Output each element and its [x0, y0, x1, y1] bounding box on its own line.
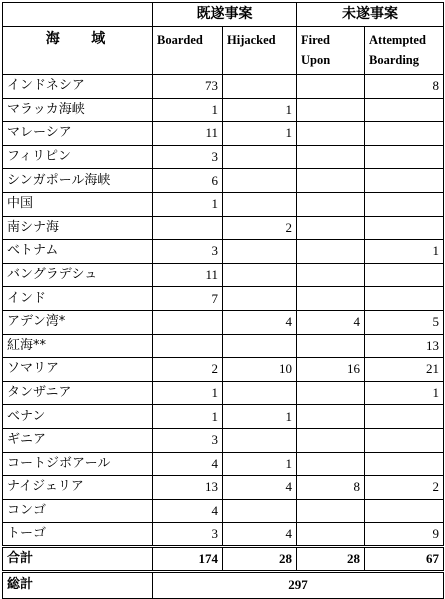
row-fired-upon-value [297, 98, 365, 122]
table-row [3, 216, 444, 240]
row-boarded-value: 3 [153, 145, 223, 169]
row-hijacked-value: 4 [223, 523, 297, 547]
row-boarded-value [153, 334, 223, 358]
row-fired-upon-value [297, 216, 365, 240]
table-row [3, 263, 444, 287]
row-boarded-value: 3 [153, 523, 223, 547]
row-fired-upon-value [297, 452, 365, 476]
row-hijacked-value [223, 240, 297, 264]
column-header-attempted-boarding [365, 27, 444, 75]
row-hijacked-value: 1 [223, 405, 297, 429]
row-boarded-value: 1 [153, 405, 223, 429]
row-hijacked-value [223, 334, 297, 358]
row-area-name: 紅海** [3, 334, 153, 358]
row-boarded-value: 2 [153, 358, 223, 382]
total-hijacked: 28 [223, 546, 297, 571]
column-header-hijacked: Hijacked [223, 27, 297, 75]
row-attempted-value [365, 192, 444, 216]
row-area-name: マラッカ海峡 [3, 98, 153, 122]
row-area-name: トーゴ [3, 523, 153, 547]
row-attempted-value [365, 169, 444, 193]
row-attempted-value: 1 [365, 381, 444, 405]
row-boarded-value [153, 310, 223, 334]
row-area-name: ソマリア [3, 358, 153, 382]
column-header-boarded: Boarded [153, 27, 223, 75]
row-attempted-value [365, 98, 444, 122]
row-boarded-value: 3 [153, 240, 223, 264]
piracy-incidents-table [2, 2, 444, 599]
row-fired-upon-value [297, 428, 365, 452]
row-fired-upon-value [297, 169, 365, 193]
row-hijacked-value: 1 [223, 122, 297, 146]
table-row [3, 452, 444, 476]
row-area-name: ナイジェリア [3, 476, 153, 500]
row-attempted-value: 5 [365, 310, 444, 334]
table-row [3, 240, 444, 264]
row-attempted-value: 8 [365, 75, 444, 99]
row-area-name: コンゴ [3, 499, 153, 523]
row-fired-upon-value [297, 523, 365, 547]
row-fired-upon-value [297, 405, 365, 429]
row-hijacked-value [223, 381, 297, 405]
row-attempted-value [365, 287, 444, 311]
row-boarded-value: 73 [153, 75, 223, 99]
row-area-name: バングラデシュ [3, 263, 153, 287]
row-area-name: ギニア [3, 428, 153, 452]
grand-total-value: 297 [153, 571, 444, 598]
table-row [3, 428, 444, 452]
row-hijacked-value: 2 [223, 216, 297, 240]
row-fired-upon-value [297, 381, 365, 405]
row-fired-upon-value: 8 [297, 476, 365, 500]
row-hijacked-value: 4 [223, 476, 297, 500]
row-boarded-value: 4 [153, 452, 223, 476]
table-row [3, 145, 444, 169]
grand-total-label: 総計 [3, 571, 153, 598]
grand-total-row [3, 571, 444, 598]
row-boarded-value: 11 [153, 122, 223, 146]
table-row [3, 75, 444, 99]
row-boarded-value: 1 [153, 98, 223, 122]
row-hijacked-value [223, 192, 297, 216]
row-attempted-value: 1 [365, 240, 444, 264]
total-boarded: 174 [153, 546, 223, 571]
attempted-line2: Boarding [369, 53, 420, 67]
row-attempted-value [365, 122, 444, 146]
total-attempted: 67 [365, 546, 444, 571]
row-area-name: 南シナ海 [3, 216, 153, 240]
row-area-name: シンガポール海峡 [3, 169, 153, 193]
row-attempted-value [365, 428, 444, 452]
table-row [3, 334, 444, 358]
row-fired-upon-value [297, 145, 365, 169]
table-row [3, 476, 444, 500]
row-hijacked-value: 10 [223, 358, 297, 382]
table-row [3, 192, 444, 216]
row-area-name: ベトナム [3, 240, 153, 264]
table-row [3, 310, 444, 334]
row-hijacked-value [223, 287, 297, 311]
row-area-name: コートジボアール [3, 452, 153, 476]
total-row [3, 546, 444, 571]
row-area-name: ベナン [3, 405, 153, 429]
total-fired-upon: 28 [297, 546, 365, 571]
row-boarded-value: 1 [153, 381, 223, 405]
table-row [3, 98, 444, 122]
row-hijacked-value: 1 [223, 98, 297, 122]
row-boarded-value: 11 [153, 263, 223, 287]
row-hijacked-value [223, 263, 297, 287]
row-hijacked-value: 4 [223, 310, 297, 334]
row-hijacked-value [223, 145, 297, 169]
row-fired-upon-value [297, 122, 365, 146]
piracy-table-wrapper [2, 2, 443, 599]
row-fired-upon-value [297, 75, 365, 99]
row-area-name: アデン湾* [3, 310, 153, 334]
row-attempted-value [365, 499, 444, 523]
table-row [3, 122, 444, 146]
row-attempted-value: 21 [365, 358, 444, 382]
total-label: 合計 [3, 546, 153, 571]
row-hijacked-value [223, 428, 297, 452]
row-fired-upon-value [297, 499, 365, 523]
fired-upon-line1: Fired [301, 33, 330, 47]
row-attempted-value [365, 216, 444, 240]
row-hijacked-value [223, 169, 297, 193]
fired-upon-line2: Upon [301, 53, 331, 67]
table-row [3, 405, 444, 429]
table-row [3, 287, 444, 311]
row-fired-upon-value [297, 192, 365, 216]
row-area-name: インド [3, 287, 153, 311]
row-area-name: マレーシア [3, 122, 153, 146]
row-hijacked-value [223, 499, 297, 523]
row-hijacked-value: 1 [223, 452, 297, 476]
row-attempted-value [365, 145, 444, 169]
row-boarded-value: 3 [153, 428, 223, 452]
header-corner [3, 3, 153, 27]
table-row [3, 358, 444, 382]
row-boarded-value: 4 [153, 499, 223, 523]
row-area-name: インドネシア [3, 75, 153, 99]
row-boarded-value: 7 [153, 287, 223, 311]
column-header-fired-upon [297, 27, 365, 75]
row-fired-upon-value [297, 334, 365, 358]
table-row [3, 523, 444, 547]
row-boarded-value [153, 216, 223, 240]
row-attempted-value [365, 405, 444, 429]
row-fired-upon-value: 16 [297, 358, 365, 382]
row-fired-upon-value [297, 263, 365, 287]
row-boarded-value: 1 [153, 192, 223, 216]
row-area-name: フィリピン [3, 145, 153, 169]
row-attempted-value: 9 [365, 523, 444, 547]
row-area-name: タンザニア [3, 381, 153, 405]
row-hijacked-value [223, 75, 297, 99]
row-attempted-value [365, 452, 444, 476]
row-area-name: 中国 [3, 192, 153, 216]
group-header-attempted: 未遂事案 [297, 3, 444, 27]
row-fired-upon-value [297, 240, 365, 264]
table-row [3, 381, 444, 405]
table-row [3, 499, 444, 523]
row-boarded-value: 13 [153, 476, 223, 500]
row-boarded-value: 6 [153, 169, 223, 193]
row-fired-upon-value [297, 287, 365, 311]
row-fired-upon-value: 4 [297, 310, 365, 334]
table-row [3, 169, 444, 193]
column-header-area: 海 域 [3, 27, 153, 75]
row-attempted-value: 2 [365, 476, 444, 500]
group-header-boarded: 既遂事案 [153, 3, 297, 27]
row-attempted-value [365, 263, 444, 287]
header-row-groups [3, 3, 444, 27]
row-attempted-value: 13 [365, 334, 444, 358]
attempted-line1: Attempted [369, 33, 426, 47]
header-row-columns [3, 27, 444, 75]
